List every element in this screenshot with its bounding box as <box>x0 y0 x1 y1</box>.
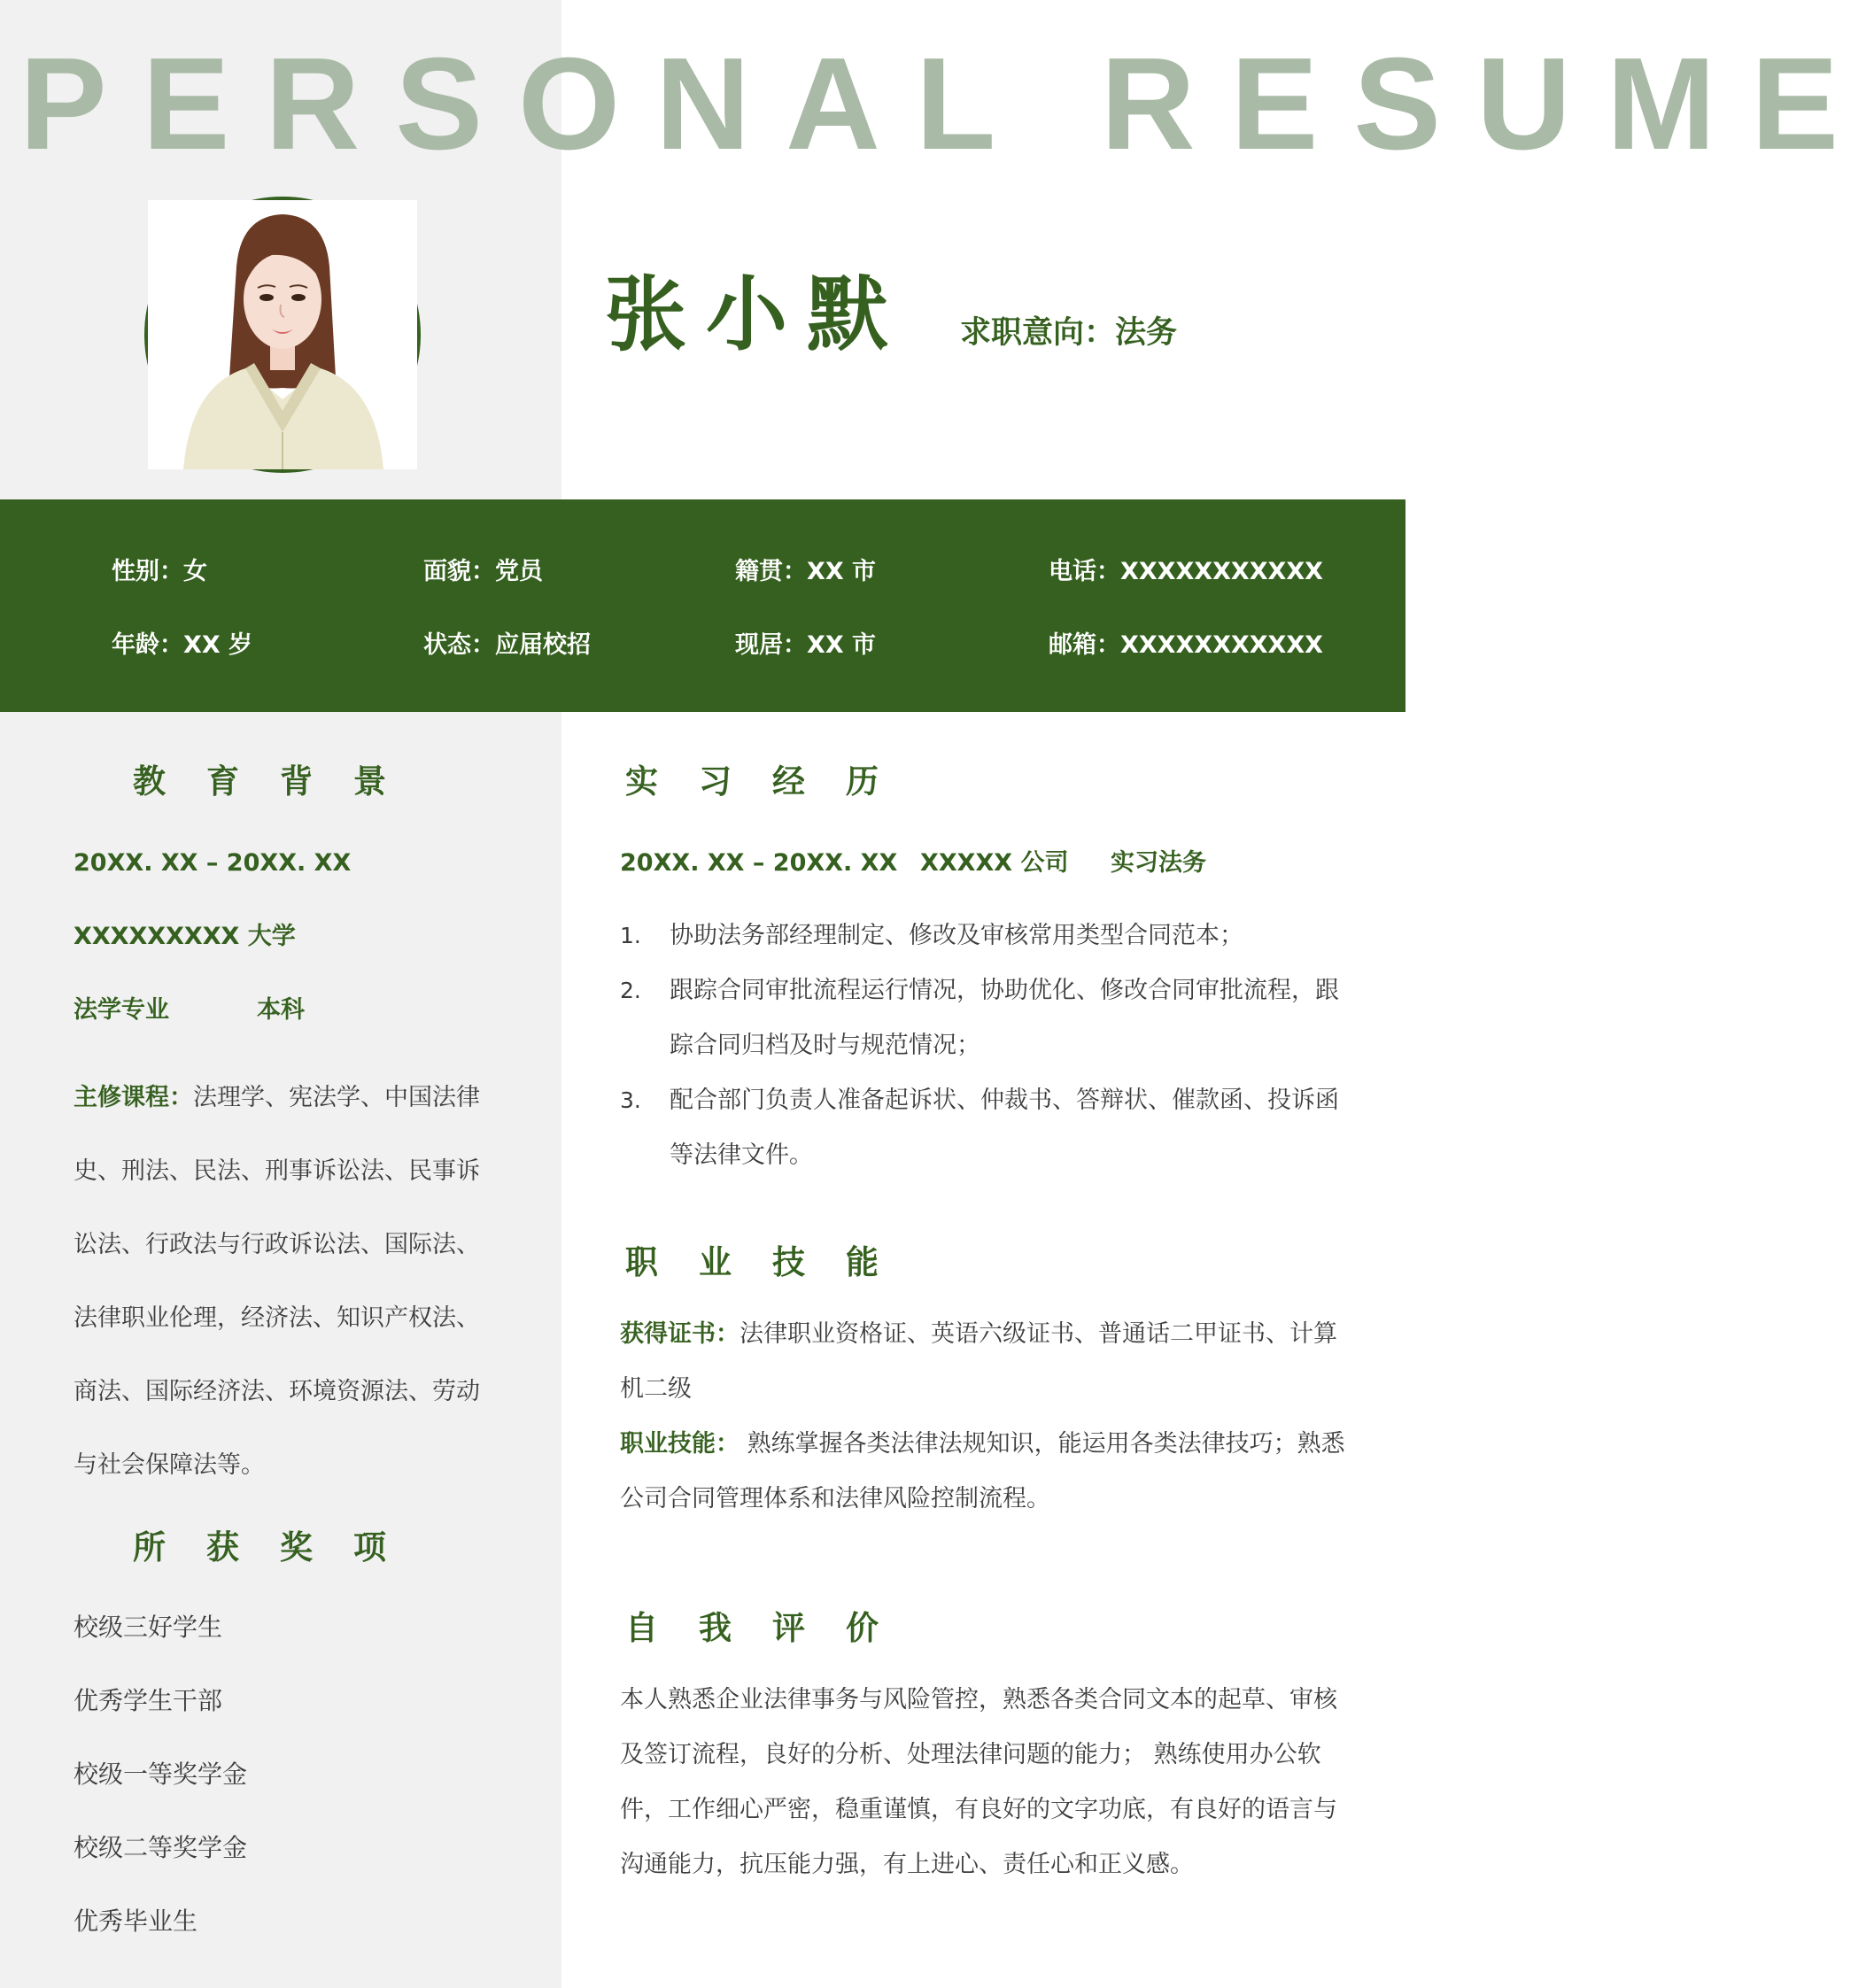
info-status: 状态：应届校招 <box>423 631 591 659</box>
self-evaluation-text: 本人熟悉企业法律事务与风险管控，熟悉各类合同文本的起草、审核及签订流程，良好的分析、处理法律问题的能力； 熟练使用办公软件，工作细心严密，稳重谨慎，有良好的文字功底，有良好的语言与沟通能力，抗压能力强，有上进心、责任心和正义感。 <box>620 1686 1337 1878</box>
skill-text: 熟练掌握各类法律法规知识，能运用各类法律技巧；熟悉公司合同管理体系和法律风险控制流程。 <box>620 1430 1345 1512</box>
skill-label: 职业技能： <box>620 1430 740 1458</box>
duty-text: 协助法务部经理制定、修改及审核常用类型合同范本； <box>670 922 1243 949</box>
education-major: 法学专业 <box>74 996 169 1024</box>
info-email: 邮箱：XXXXXXXXXXX <box>1049 631 1323 659</box>
award-item: 优秀学生干部 <box>74 1686 223 1715</box>
award-item: 校级二等奖学金 <box>74 1833 248 1862</box>
duty-item <box>620 909 1355 963</box>
awards-heading: 所获奖项 <box>133 1528 427 1566</box>
info-politics: 面貌：党员 <box>423 558 543 585</box>
education-degree: 本科 <box>257 996 305 1024</box>
page-title: PERSONAL RESUME <box>19 31 1874 177</box>
internship-duties <box>620 909 1355 1183</box>
applicant-name: 张小默 <box>605 267 909 362</box>
internship-period: 20XX. XX – 20XX. XX <box>620 849 898 877</box>
info-phone: 电话：XXXXXXXXXXX <box>1049 558 1323 585</box>
internship-company: XXXXX 公司 <box>920 849 1069 877</box>
cert-text: 法律职业资格证、英语六级证书、普通话二甲证书、计算机二级 <box>620 1320 1337 1403</box>
education-period: 20XX. XX – 20XX. XX <box>74 849 352 877</box>
skills-heading: 职业技能 <box>625 1243 919 1281</box>
award-item: 校级一等奖学金 <box>74 1760 248 1789</box>
education-heading: 教育背景 <box>133 762 427 801</box>
basic-info-band <box>0 499 1406 712</box>
duty-text: 跟踪合同审批流程运行情况，协助优化、修改合同审批流程，跟踪合同归档及时与规范情况； <box>670 977 1339 1059</box>
education-school: XXXXXXXXX 大学 <box>74 923 296 950</box>
info-residence: 现居：XX 市 <box>735 631 877 659</box>
internship-heading: 实习经历 <box>625 762 919 801</box>
duty-item <box>620 1073 1355 1183</box>
info-gender: 性别：女 <box>112 558 207 585</box>
job-intent: 求职意向：法务 <box>960 315 1178 351</box>
cert-label: 获得证书： <box>620 1320 740 1348</box>
duty-item <box>620 963 1355 1073</box>
avatar <box>144 197 421 473</box>
skills-abilities <box>620 1417 1355 1527</box>
info-native-place: 籍贯：XX 市 <box>735 558 877 585</box>
skills-certificates <box>620 1307 1355 1417</box>
education-courses <box>74 1061 499 1502</box>
duty-number: 2. <box>620 978 641 1003</box>
duty-number: 3. <box>620 1087 641 1113</box>
internship-role: 实习法务 <box>1111 849 1206 877</box>
duty-text: 配合部门负责人准备起诉状、仲裁书、答辩状、催款函、投诉函等法律文件。 <box>670 1087 1339 1169</box>
duty-number: 1. <box>620 923 641 948</box>
avatar-illustration <box>148 200 417 469</box>
courses-text: 法理学、宪法学、中国法律史、刑法、民法、刑事诉讼法、民事诉讼法、行政法与行政诉讼法、国际法、法律职业伦理，经济法、知识产权法、商法、国际经济法、环境资源法、劳动与社会保障法等。 <box>74 1084 480 1479</box>
info-age: 年龄：XX 岁 <box>112 631 253 659</box>
self-evaluation-heading: 自我评价 <box>625 1609 919 1647</box>
award-item: 校级三好学生 <box>74 1613 223 1642</box>
courses-label: 主修课程： <box>74 1084 193 1111</box>
award-item: 优秀毕业生 <box>74 1907 198 1936</box>
